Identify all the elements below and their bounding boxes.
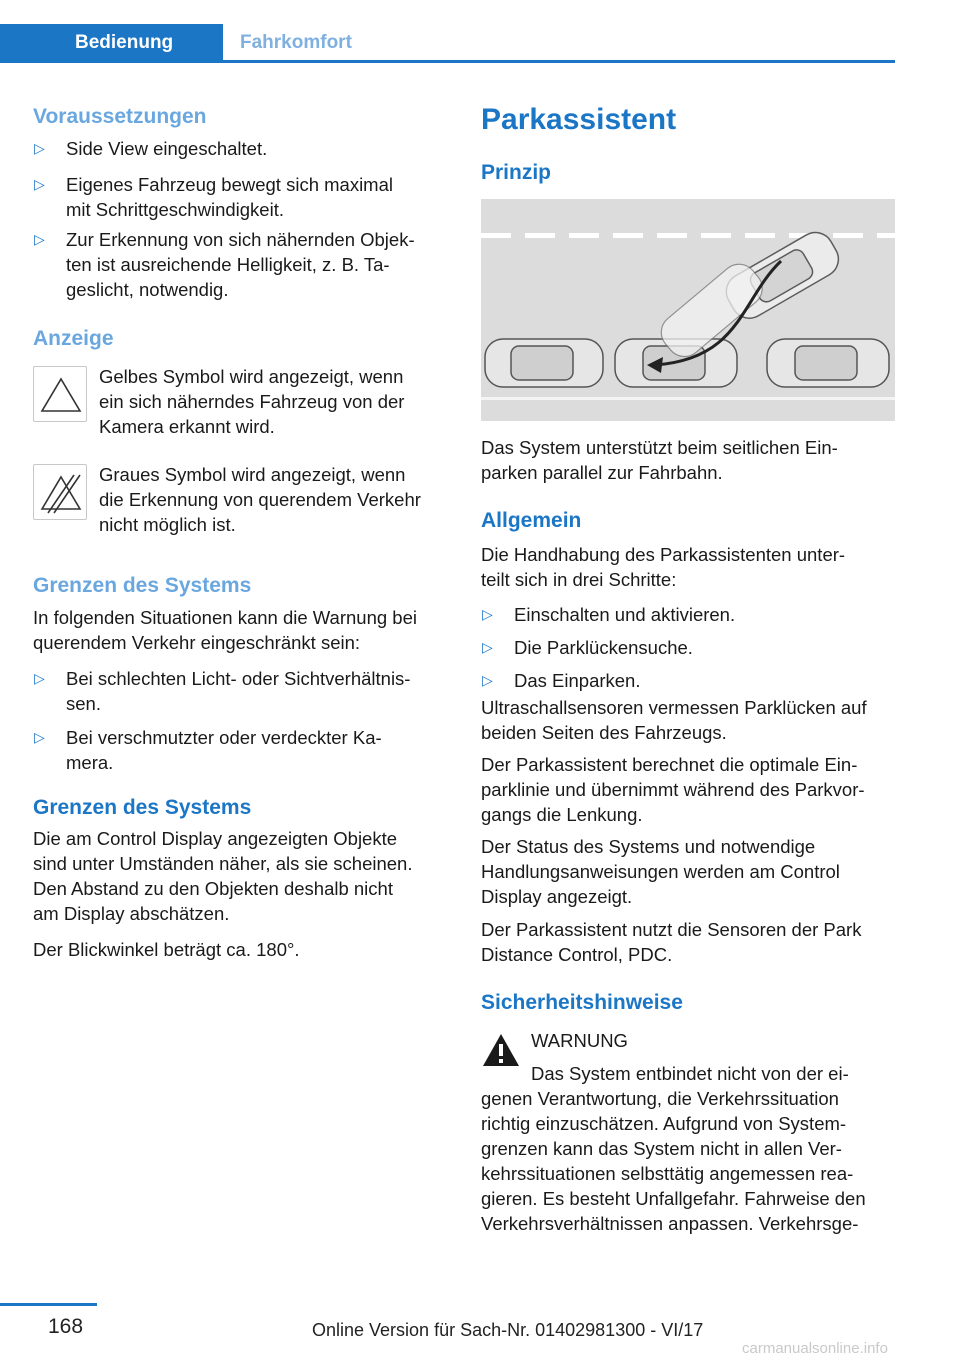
- allgemein-text: [481, 542, 901, 592]
- list-item-line: Das Einparken.: [514, 670, 641, 691]
- text-line: In folgenden Situationen kann die Warnung bei: [33, 607, 417, 628]
- list-item-line: mera.: [66, 752, 114, 773]
- sicherheitshinweise-heading: Sicherheitshinweise: [481, 991, 683, 1014]
- list-item-line: Eigenes Fahrzeug bewegt sich maximal: [66, 174, 393, 195]
- blickwinkel-text: Der Blickwinkel beträgt ca. 180°.: [33, 939, 300, 960]
- text-line: Die am Control Display angezeigten Objekte: [33, 828, 398, 849]
- list-item: ▷ Einschalten und aktivieren.: [482, 604, 736, 625]
- triangle-icon: [34, 367, 88, 423]
- text-line: parken parallel zur Fahrbahn.: [481, 462, 723, 483]
- grenzen-text-2: [33, 826, 458, 926]
- para-ultraschall: [481, 695, 906, 745]
- list-item-line: Einschalten und aktivieren.: [514, 604, 736, 625]
- list-item-line: Bei schlechten Licht- oder Sichtverhältnis-: [66, 668, 411, 689]
- text-line: Ultraschallsensoren vermessen Parklücken auf: [481, 697, 867, 718]
- list-item: ▷ Eigenes Fahrzeug bewegt sich maximal mit Schrittgeschwindigkeit.: [34, 174, 393, 220]
- text-line: Verkehrsverhältnissen anpassen. Verkehrsge-: [481, 1213, 859, 1234]
- para-status: [481, 834, 906, 909]
- text-line: Distance Control, PDC.: [481, 944, 673, 965]
- text-line: Graues Symbol wird angezeigt, wenn: [99, 464, 406, 485]
- parking-illustration: [481, 199, 895, 421]
- text-line: kehrssituationen selbsttätig angemessen rea-: [481, 1163, 854, 1184]
- header-rule: [0, 60, 895, 63]
- list-item-line: Die Parklückensuche.: [514, 637, 693, 658]
- tab-bedienung[interactable]: Bedienung: [0, 24, 223, 62]
- list-item-line: sen.: [66, 693, 101, 714]
- prinzip-heading: Prinzip: [481, 161, 552, 184]
- allgemein-list: [481, 598, 901, 697]
- yellow-warning-symbol: [33, 366, 87, 422]
- text-line: ein sich näherndes Fahrzeug von der: [99, 391, 405, 412]
- online-version-note: Online Version für Sach-Nr. 01402981300 - VI/17: [312, 1320, 704, 1340]
- text-line: Kamera erkannt wird.: [99, 416, 275, 437]
- allgemein-heading: Allgemein: [481, 509, 582, 532]
- list-item: ▷ Die Parklückensuche.: [482, 637, 693, 658]
- text-line: Das System unterstützt beim seitlichen Ein-: [481, 437, 838, 458]
- list-item-line: geslicht, notwendig.: [66, 279, 229, 300]
- text-line: Display angezeigt.: [481, 886, 633, 907]
- text-line: Die Handhabung des Parkassistenten unter-: [481, 544, 846, 565]
- text-line: Der Status des Systems und notwendige: [481, 836, 816, 857]
- parkassistent-title: Parkassistent: [481, 103, 677, 136]
- text-line: gieren. Es besteht Unfallgefahr. Fahrweise den: [481, 1188, 866, 1209]
- text-line: Der Parkassistent nutzt die Sensoren der Park: [481, 919, 862, 940]
- para-einparklinie: [481, 752, 906, 827]
- chapter-tabbar: [0, 24, 895, 64]
- grenzen-list: [33, 666, 453, 775]
- grenzen-text-1: [33, 605, 453, 655]
- grenzen-heading-1: Grenzen des Systems: [33, 574, 252, 597]
- voraussetzungen-list: [33, 136, 453, 220]
- footer-rule: [0, 1303, 97, 1306]
- text-line: grenzen kann das System nicht in allen Ver-: [481, 1138, 842, 1159]
- text-line: Der Parkassistent berechnet die optimale Ein-: [481, 754, 858, 775]
- text-line: parklinie und übernimmt während des Parkvor-: [481, 779, 865, 800]
- text-line: beiden Seiten des Fahrzeugs.: [481, 722, 727, 743]
- parallel-parking-diagram: [481, 199, 895, 421]
- warnung-label: WARNUNG: [531, 1030, 628, 1051]
- warnung-text: [481, 1086, 906, 1236]
- warnung-first-line: Das System entbindet nicht von der ei-: [531, 1063, 849, 1084]
- text-line: Den Abstand zu den Objekten deshalb nicht: [33, 878, 393, 899]
- anzeige-heading: Anzeige: [33, 327, 114, 350]
- prinzip-text: [481, 435, 901, 485]
- text-line: genen Verantwortung, die Verkehrssituation: [481, 1088, 839, 1109]
- text-line: Handlungsanweisungen werden am Control: [481, 861, 840, 882]
- text-line: Gelbes Symbol wird angezeigt, wenn: [99, 366, 404, 387]
- warning-icon: [481, 1032, 521, 1068]
- list-item: ▷ Zur Erkennung von sich nähernden Objek- ten ist ausreichende Helligkeit, z. B. Ta- geslicht, notwendig.: [34, 229, 415, 300]
- voraussetzungen-list-cont: [33, 227, 453, 302]
- text-line: die Erkennung von querendem Verkehr: [99, 489, 421, 510]
- list-item-line: Side View eingeschaltet.: [66, 138, 268, 159]
- list-item: ▷ Side View eingeschaltet.: [34, 138, 268, 159]
- list-item-line: ten ist ausreichende Helligkeit, z. B. Ta-: [66, 254, 390, 275]
- list-item-line: Zur Erkennung von sich nähernden Objek-: [66, 229, 415, 250]
- text-line: sind unter Umständen näher, als sie scheinen.: [33, 853, 413, 874]
- voraussetzungen-heading: Voraussetzungen: [33, 105, 207, 128]
- watermark: carmanualsonline.info: [742, 1340, 888, 1357]
- list-item-line: mit Schrittgeschwindigkeit.: [66, 199, 284, 220]
- page-number: 168: [48, 1315, 84, 1338]
- text-line: am Display abschätzen.: [33, 903, 230, 924]
- tab-fahrkomfort[interactable]: Fahrkomfort: [240, 32, 352, 53]
- list-item-line: Bei verschmutzter oder verdeckter Ka-: [66, 727, 382, 748]
- text-line: teilt sich in drei Schritte:: [481, 569, 677, 590]
- grenzen-heading-2: Grenzen des Systems: [33, 796, 252, 819]
- list-item: ▷ Bei schlechten Licht- oder Sichtverhältnis- sen.: [34, 668, 411, 714]
- text-line: querendem Verkehr eingeschränkt sein:: [33, 632, 361, 653]
- text-line: richtig einzuschätzen. Aufgrund von System-: [481, 1113, 847, 1134]
- anzeige-grey-text: [99, 462, 454, 537]
- grey-unavailable-symbol: [33, 464, 87, 520]
- list-item: ▷ Das Einparken.: [482, 670, 641, 691]
- text-line: nicht möglich ist.: [99, 514, 236, 535]
- text-line: gangs die Lenkung.: [481, 804, 643, 825]
- crossed-triangle-icon: [34, 465, 88, 521]
- list-item: ▷ Bei verschmutzter oder verdeckter Ka- mera.: [34, 727, 382, 773]
- para-sensoren: [481, 917, 906, 967]
- anzeige-yellow-text: [99, 364, 449, 439]
